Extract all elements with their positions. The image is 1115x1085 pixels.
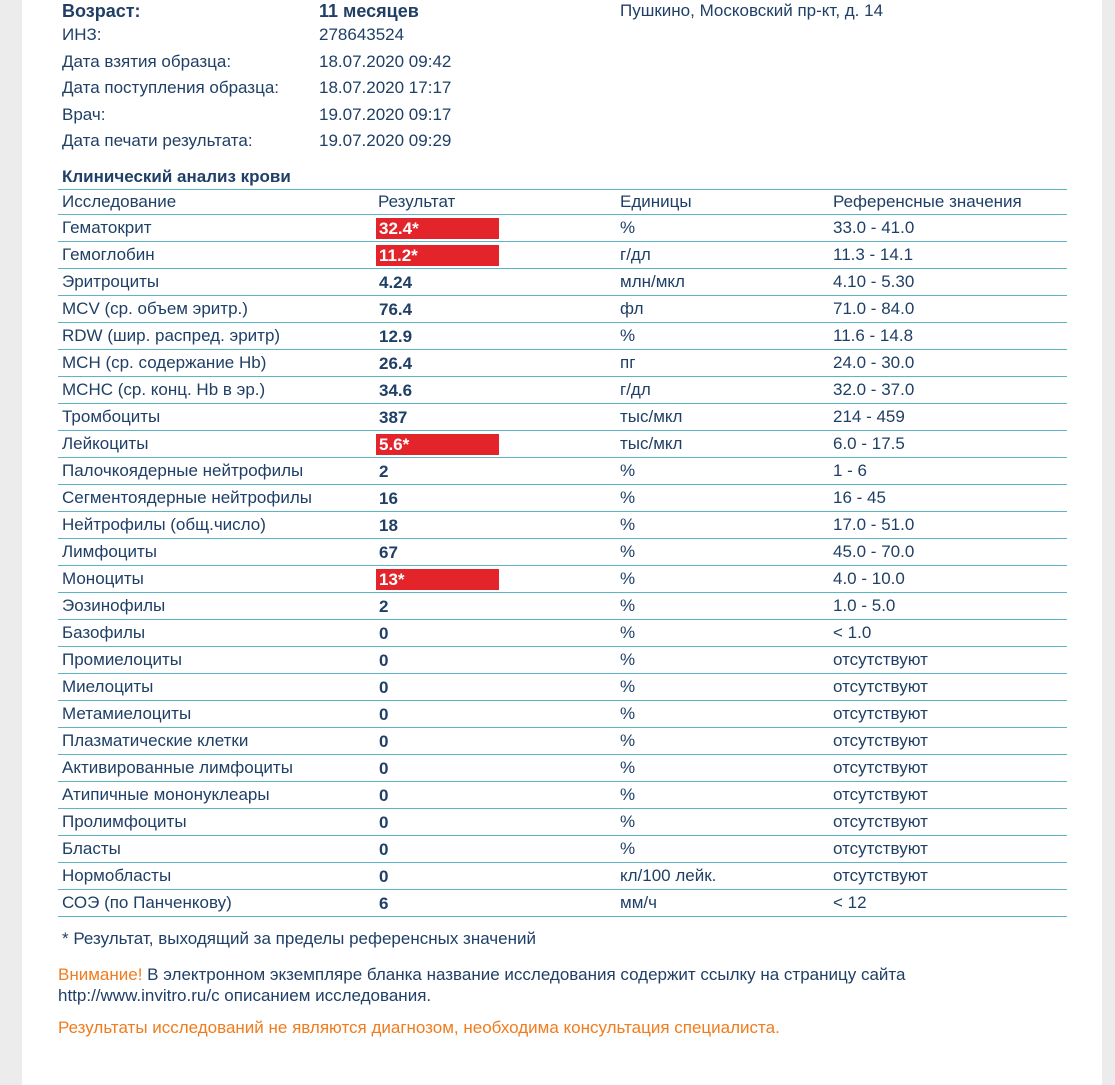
result-cell: [374, 782, 616, 809]
unit-cell: %: [616, 215, 829, 242]
result-cell: [374, 539, 616, 566]
result-cell: [374, 296, 616, 323]
table-row: [58, 242, 1067, 269]
reference-cell: 1.0 - 5.0: [829, 593, 1067, 620]
warning-text: В электронном экземпляре бланка название исследования содержит ссылку на страницу сайта: [142, 965, 906, 984]
age-value: 11 месяцев: [319, 1, 419, 21]
test-name-link[interactable]: Гемоглобин: [58, 242, 374, 269]
sample-received-value: 18.07.2020 17:17: [319, 78, 452, 97]
reference-cell: 45.0 - 70.0: [829, 539, 1067, 566]
table-row: [58, 269, 1067, 296]
table-row: [58, 755, 1067, 782]
result-value: 4.24: [379, 273, 413, 293]
unit-cell: кл/100 лейк.: [616, 863, 829, 890]
table-row: [58, 620, 1067, 647]
reference-cell: отсутствуют: [829, 809, 1067, 836]
table-row: [58, 215, 1067, 242]
result-cell: [374, 620, 616, 647]
sample-received-label: Дата поступления образца:: [62, 78, 280, 97]
table-row: [58, 836, 1067, 863]
unit-cell: фл: [616, 296, 829, 323]
test-name-link[interactable]: Базофилы: [58, 620, 374, 647]
table-header-row: [58, 190, 1067, 215]
result-value: 0: [379, 732, 389, 752]
result-value-flagged: 11.2*: [376, 245, 499, 266]
test-name-link[interactable]: Эритроциты: [58, 269, 374, 296]
table-row: [58, 296, 1067, 323]
unit-cell: %: [616, 593, 829, 620]
result-sheet: [22, 0, 1102, 1085]
result-cell: [374, 242, 616, 269]
result-value: 26.4: [379, 354, 413, 374]
doctor-value: 19.07.2020 09:17: [319, 104, 452, 124]
age-label: Возраст:: [62, 1, 141, 21]
test-name-link[interactable]: Миелоциты: [58, 674, 374, 701]
reference-cell: 1 - 6: [829, 458, 1067, 485]
table-row: [58, 458, 1067, 485]
table-row: [58, 485, 1067, 512]
result-value: 12.9: [379, 327, 413, 347]
result-cell: [374, 701, 616, 728]
table-row: [58, 728, 1067, 755]
table-row: [58, 377, 1067, 404]
result-cell: [374, 890, 616, 917]
reference-cell: отсутствуют: [829, 674, 1067, 701]
unit-cell: %: [616, 647, 829, 674]
test-name-link[interactable]: MCV (ср. объем эритр.): [58, 296, 374, 323]
result-cell: [374, 377, 616, 404]
unit-cell: млн/мкл: [616, 269, 829, 296]
result-value: 0: [379, 786, 389, 806]
lab-address: Пушкино, Московский пр-кт, д. 14: [620, 1, 884, 20]
header-unit: Единицы: [616, 190, 829, 215]
unit-cell: %: [616, 674, 829, 701]
result-value: 34.6: [379, 381, 413, 401]
result-value: 0: [379, 651, 389, 671]
unit-cell: %: [616, 539, 829, 566]
result-cell: [374, 350, 616, 377]
reference-cell: 11.3 - 14.1: [829, 242, 1067, 269]
result-value: 2: [379, 597, 389, 617]
test-name-link[interactable]: RDW (шир. распред. эритр): [58, 323, 374, 350]
print-date-value: 19.07.2020 09:29: [319, 131, 452, 150]
invitro-link[interactable]: http://www.invitro.ru/: [58, 986, 212, 1005]
unit-cell: %: [616, 566, 829, 593]
result-cell: [374, 458, 616, 485]
result-cell: [374, 431, 616, 458]
result-value: 76.4: [379, 300, 413, 320]
test-name-link[interactable]: Лейкоциты: [58, 431, 374, 458]
unit-cell: %: [616, 485, 829, 512]
result-value: 0: [379, 840, 389, 860]
reference-cell: 214 - 459: [829, 404, 1067, 431]
result-cell: [374, 863, 616, 890]
reference-cell: 32.0 - 37.0: [829, 377, 1067, 404]
unit-cell: тыс/мкл: [616, 404, 829, 431]
header-reference: Референсные значения: [829, 190, 1067, 215]
reference-cell: < 1.0: [829, 620, 1067, 647]
test-name-link[interactable]: Промиелоциты: [58, 647, 374, 674]
table-row: [58, 674, 1067, 701]
reference-cell: 4.0 - 10.0: [829, 566, 1067, 593]
header-test: Исследование: [58, 190, 374, 215]
test-name-link[interactable]: Нормобласты: [58, 863, 374, 890]
unit-cell: %: [616, 755, 829, 782]
warning-lead: Внимание!: [58, 965, 143, 984]
table-row: [58, 593, 1067, 620]
table-row: [58, 431, 1067, 458]
result-value: 387: [379, 408, 408, 428]
reference-cell: 11.6 - 14.8: [829, 323, 1067, 350]
test-name-link[interactable]: Атипичные мононуклеары: [58, 782, 374, 809]
reference-cell: 16 - 45: [829, 485, 1067, 512]
test-name-link[interactable]: Метамиелоциты: [58, 701, 374, 728]
result-value: 6: [379, 894, 389, 914]
result-cell: [374, 728, 616, 755]
result-value: 16: [379, 489, 398, 509]
result-cell: [374, 269, 616, 296]
result-value-flagged: 32.4*: [376, 218, 499, 239]
table-row: [58, 782, 1067, 809]
reference-cell: 17.0 - 51.0: [829, 512, 1067, 539]
test-name-link[interactable]: Лимфоциты: [58, 539, 374, 566]
unit-cell: %: [616, 728, 829, 755]
reference-cell: 71.0 - 84.0: [829, 296, 1067, 323]
unit-cell: мм/ч: [616, 890, 829, 917]
doctor-label: Врач:: [62, 104, 106, 124]
sample-taken-label: Дата взятия образца:: [62, 51, 232, 71]
unit-cell: %: [616, 701, 829, 728]
result-cell: [374, 755, 616, 782]
test-name-link[interactable]: Тромбоциты: [58, 404, 374, 431]
test-name-link[interactable]: Моноциты: [58, 566, 374, 593]
table-row: [58, 809, 1067, 836]
test-name-link[interactable]: Сегментоядерные нейтрофилы: [58, 485, 374, 512]
unit-cell: %: [616, 458, 829, 485]
result-cell: [374, 323, 616, 350]
print-date-label: Дата печати результата:: [62, 131, 253, 150]
test-name-link[interactable]: MCH (ср. содержание Hb): [58, 350, 374, 377]
reference-cell: < 12: [829, 890, 1067, 917]
table-row: [58, 647, 1067, 674]
test-name-link[interactable]: Бласты: [58, 836, 374, 863]
reference-cell: 4.10 - 5.30: [829, 269, 1067, 296]
result-value-flagged: 5.6*: [376, 434, 499, 455]
result-cell: [374, 674, 616, 701]
table-row: [58, 350, 1067, 377]
unit-cell: %: [616, 620, 829, 647]
result-value: 0: [379, 705, 389, 725]
table-row: [58, 701, 1067, 728]
unit-cell: г/дл: [616, 242, 829, 269]
footnote: * Результат, выходящий за пределы референсных значений: [62, 929, 536, 948]
test-name-link[interactable]: СОЭ (по Панченкову): [58, 890, 374, 917]
unit-cell: %: [616, 512, 829, 539]
reference-cell: отсутствуют: [829, 863, 1067, 890]
reference-cell: отсутствуют: [829, 701, 1067, 728]
unit-cell: %: [616, 809, 829, 836]
result-value: 2: [379, 462, 389, 482]
table-row: [58, 512, 1067, 539]
result-cell: [374, 809, 616, 836]
disclaimer: Результаты исследований не являются диагнозом, необходима консультация специалиста.: [58, 1018, 780, 1037]
reference-cell: отсутствуют: [829, 728, 1067, 755]
test-name-link[interactable]: Плазматические клетки: [58, 728, 374, 755]
table-row: [58, 323, 1067, 350]
header-result: Результат: [374, 190, 616, 215]
reference-cell: отсутствуют: [829, 782, 1067, 809]
result-value: 0: [379, 759, 389, 779]
inz-value: 278643524: [319, 25, 405, 44]
result-value: 0: [379, 813, 389, 833]
result-cell: [374, 512, 616, 539]
table-row: [58, 863, 1067, 890]
result-value: 0: [379, 624, 389, 644]
warning-note: [58, 964, 1018, 1006]
test-name-link[interactable]: Нейтрофилы (общ.число): [58, 512, 374, 539]
result-cell: [374, 836, 616, 863]
result-cell: [374, 215, 616, 242]
table-row: [58, 566, 1067, 593]
reference-cell: 24.0 - 30.0: [829, 350, 1067, 377]
test-name-link[interactable]: Активированные лимфоциты: [58, 755, 374, 782]
table-row: [58, 404, 1067, 431]
unit-cell: %: [616, 782, 829, 809]
result-cell: [374, 593, 616, 620]
unit-cell: г/дл: [616, 377, 829, 404]
result-cell: [374, 566, 616, 593]
result-value: 67: [379, 543, 398, 563]
test-name-link[interactable]: Гематокрит: [58, 215, 374, 242]
test-name-link[interactable]: Палочкоядерные нейтрофилы: [58, 458, 374, 485]
reference-cell: отсутствуют: [829, 836, 1067, 863]
reference-cell: отсутствуют: [829, 647, 1067, 674]
sample-taken-value: 18.07.2020 09:42: [319, 51, 452, 71]
inz-label: ИНЗ:: [62, 25, 102, 44]
test-name-link[interactable]: MCHC (ср. конц. Hb в эр.): [58, 377, 374, 404]
reference-cell: отсутствуют: [829, 755, 1067, 782]
table-row: [58, 890, 1067, 917]
unit-cell: тыс/мкл: [616, 431, 829, 458]
test-name-link[interactable]: Пролимфоциты: [58, 809, 374, 836]
reference-cell: 6.0 - 17.5: [829, 431, 1067, 458]
result-value: 0: [379, 867, 389, 887]
section-title: Клинический анализ крови: [62, 167, 291, 186]
test-name-link[interactable]: Эозинофилы: [58, 593, 374, 620]
reference-cell: 33.0 - 41.0: [829, 215, 1067, 242]
results-table: [58, 189, 1067, 917]
result-cell: [374, 485, 616, 512]
result-cell: [374, 647, 616, 674]
result-value: 18: [379, 516, 398, 536]
result-value: 0: [379, 678, 389, 698]
result-cell: [374, 404, 616, 431]
warning-after-link: с описанием исследования.: [211, 986, 432, 1005]
unit-cell: %: [616, 836, 829, 863]
unit-cell: %: [616, 323, 829, 350]
unit-cell: пг: [616, 350, 829, 377]
result-value-flagged: 13*: [376, 569, 499, 590]
table-row: [58, 539, 1067, 566]
